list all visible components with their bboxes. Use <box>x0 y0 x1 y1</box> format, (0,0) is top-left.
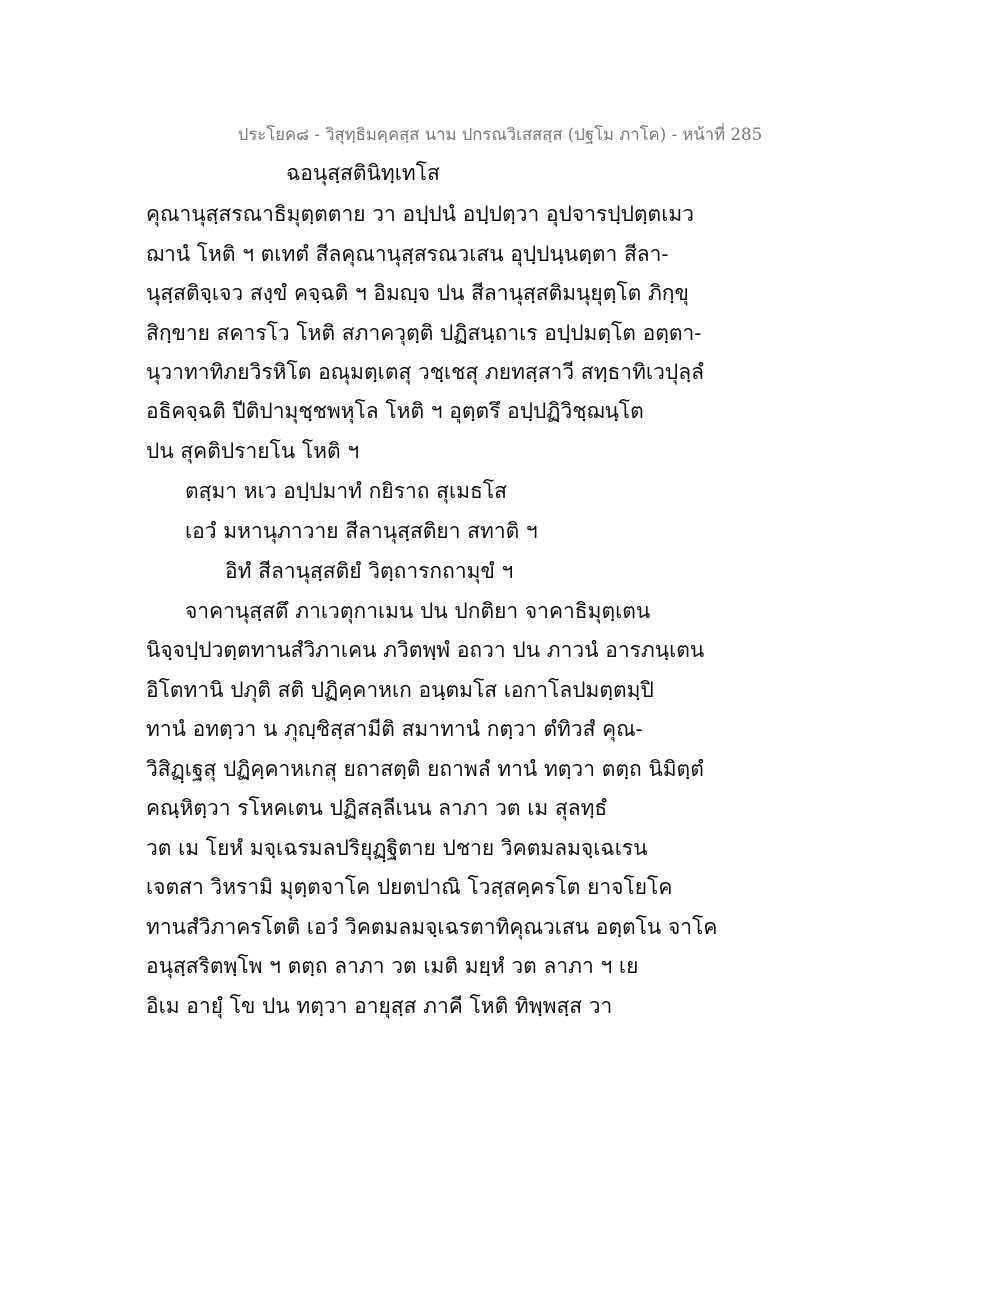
text-line: อธิคจฺฉติ ปีติปามุชฺชพหุโล โหติ ฯ อุตฺตรึ อปฺปฏิวิชฺฌนฺโต <box>146 399 644 423</box>
text-line: เจตสา วิหรามิ มุตฺตจาโค ปยตปาณิ โวสฺสคฺครโต ยาจโยโค <box>146 875 673 899</box>
text-line: ทานสํวิภาครโตติ เอวํ วิคตมลมจฺเฉรตาทิคุณวเสน อตฺตโน จาโค <box>146 915 718 939</box>
text-line: นุวาทาทิภยวิรหิโต อณุมตฺเตสุ วชฺเชสุ ภยทสฺสาวี สทฺธาทิเวปุลฺลํ <box>146 360 704 384</box>
text-line: นุสฺสติจฺเจว สงฺขํ คจฺฉติ ฯ อิมญฺจ ปน สีลานุสฺสติมนุยุตฺโต ภิกฺขุ <box>146 281 689 305</box>
text-line: ทานํ อทตฺวา น ภุญฺชิสฺสามีติ สมาทานํ กตฺวา ตํทิวสํ คุณ- <box>146 717 643 741</box>
verse-line: ตสฺมา หเว อปฺปมาทํ กยิราถ สุเมธโส <box>185 479 507 503</box>
text-line: อิโตทานิ ปภุติ สติ ปฏิคฺคาหเก อนฺตมโส เอกาโลปมตฺตมฺปิ <box>146 678 654 702</box>
text-line: ปน สุคติปรายโน โหติ ฯ <box>146 439 360 463</box>
text-line: คณฺหิตฺวา รโหคเตน ปฏิสลฺลีเนน ลาภา วต เม สุลทฺธํ <box>146 796 608 820</box>
verse-line: เอวํ มหานุภาวาย สีลานุสฺสติยา สทาติ ฯ <box>185 519 538 543</box>
page-header: ประโยค๘ - วิสุทฺธิมคฺคสฺส นาม ปกรณวิเสสสฺส (ปฐโม ภาโค) - หน้าที่ 285 <box>237 125 763 144</box>
text-line: วต เม โยหํ มจฺเฉรมลปริยุฏฺฐิตาย ปชาย วิคตมลมจฺเฉเรน <box>146 836 648 860</box>
section-heading: ฉอนุสฺสตินิทฺเทโส <box>286 161 440 185</box>
paragraph-first-line: จาคานุสฺสตึ ภาเวตุกาเมน ปน ปกติยา จาคาธิมุตฺเตน <box>185 599 651 623</box>
text-line: อนุสฺสริตพฺโพ ฯ ตตฺถ ลาภา วต เมติ มยฺหํ วต ลาภา ฯ เย <box>146 954 639 978</box>
text-line: นิจฺจปฺปวตฺตทานสํวิภาเคน ภวิตพฺพํ อถวา ปน ภาวนํ อารภนฺเตน <box>146 638 705 662</box>
text-line: วิสิฏฺเฐสุ ปฏิคฺคาหเกสุ ยถาสตฺติ ยถาพลํ ทานํ ทตฺวา ตตฺถ นิมิตฺตํ <box>146 757 704 781</box>
text-line: สิกฺขาย สคารโว โหติ สภาควุตฺติ ปฏิสนฺถาเร อปฺปมตฺโต อตฺตา- <box>146 321 702 345</box>
section-closing-line: อิทํ สีลานุสฺสติยํ วิตฺถารกถามุขํ ฯ <box>225 559 514 583</box>
text-line: ฌานํ โหติ ฯ ตเทตํ สีลคุณานุสฺสรณวเสน อุปฺปนฺนตฺตา สีลา- <box>146 242 669 266</box>
text-line: อิเม อายุํ โข ปน ทตฺวา อายุสฺส ภาคี โหติ ทิพฺพสฺส วา <box>146 994 613 1018</box>
text-line: คุณานุสฺสรณาธิมุตฺตตาย วา อปฺปนํ อปฺปตฺวา อุปจารปฺปตฺตเมว <box>146 202 695 226</box>
